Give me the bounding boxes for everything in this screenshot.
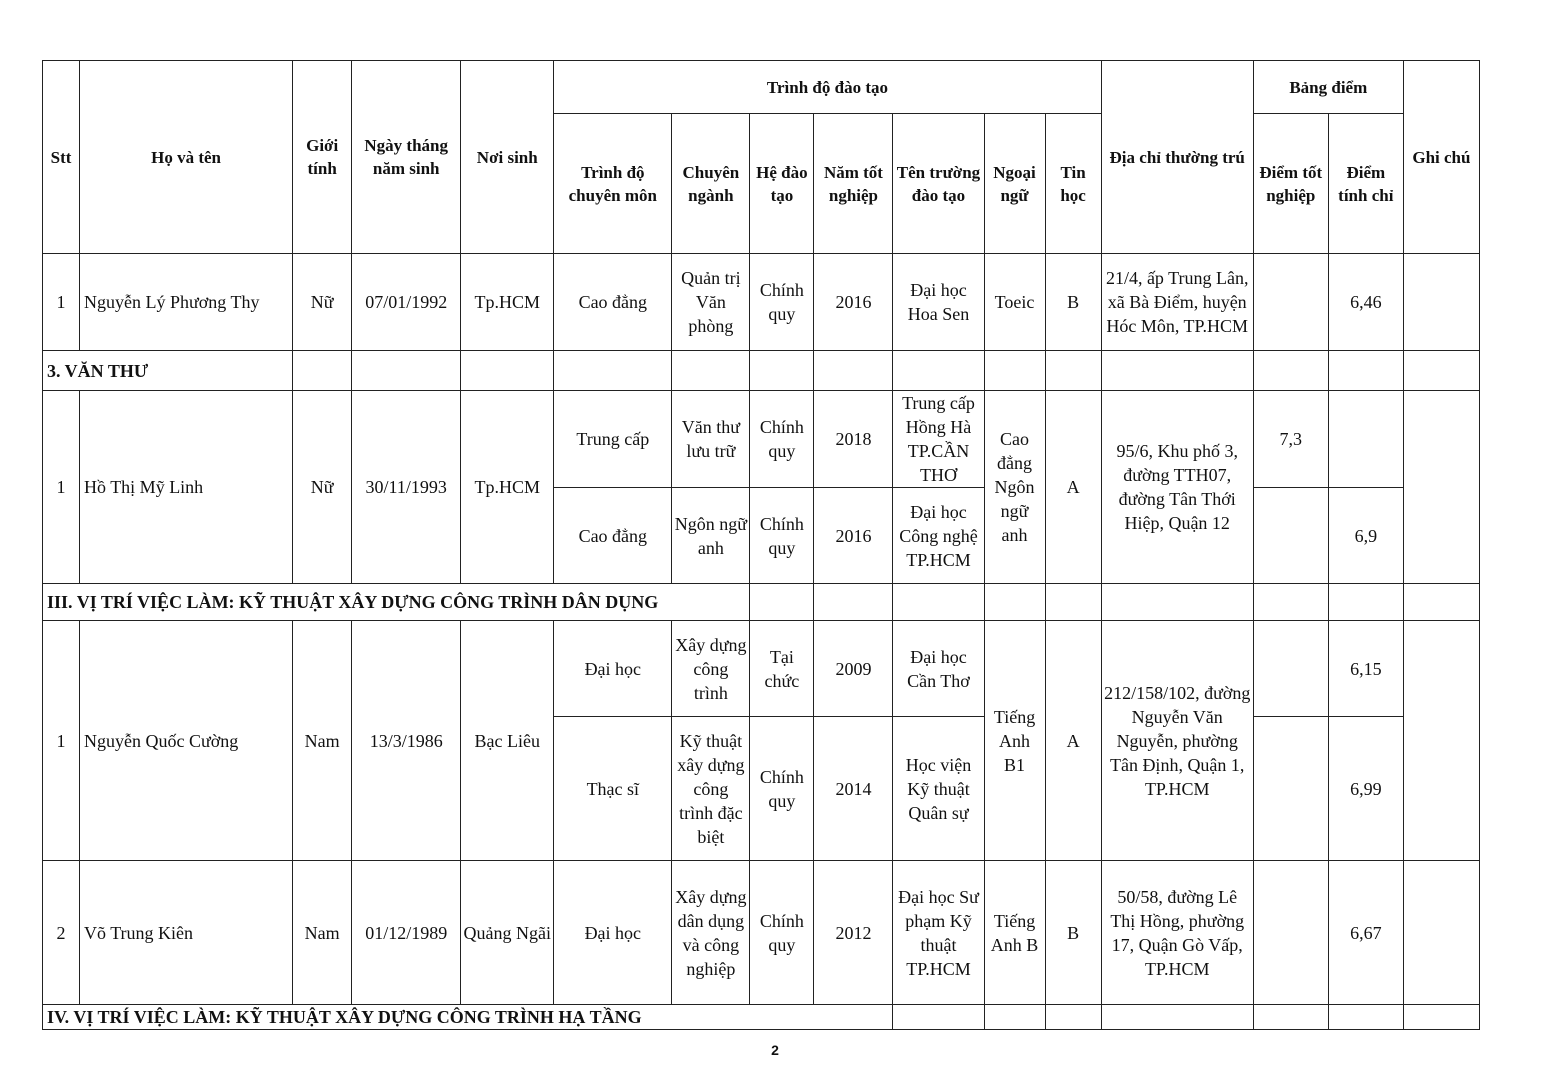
cell-credit-score: 6,67 [1328, 861, 1403, 1005]
cell-level: Cao đẳng [554, 254, 672, 351]
cell-birthplace: Tp.HCM [461, 254, 554, 351]
cell-name: Hồ Thị Mỹ Linh [80, 391, 293, 584]
cell-system: Chính quy [750, 717, 814, 861]
cell-language: Tiếng Anh B1 [984, 621, 1045, 861]
cell-major: Ngôn ngữ anh [672, 488, 750, 584]
cell-level: Cao đẳng [554, 488, 672, 584]
cell-school: Đại học Công nghệ TP.HCM [893, 488, 984, 584]
cell-birthplace: Bạc Liêu [461, 621, 554, 861]
cell-grad-year: 2016 [814, 488, 893, 584]
cell-grad-year: 2014 [814, 717, 893, 861]
cell-stt: 1 [43, 391, 80, 584]
col-group-training: Trình độ đào tạo [554, 61, 1101, 114]
candidate-table [42, 60, 1480, 1030]
cell-credit-score: 6,46 [1328, 254, 1403, 351]
cell-note [1403, 621, 1479, 861]
section-title-xd-ha-tang: IV. VỊ TRÍ VIỆC LÀM: KỸ THUẬT XÂY DỰNG CÔNG TRÌNH HẠ TẦNG [43, 1005, 893, 1030]
cell-grad-year: 2009 [814, 621, 893, 717]
cell-dob: 30/11/1993 [352, 391, 461, 584]
cell-school: Trung cấp Hồng Hà TP.CẦN THƠ [893, 391, 984, 488]
cell-it: B [1045, 254, 1101, 351]
cell-school: Đại học Sư phạm Kỹ thuật TP.HCM [893, 861, 984, 1005]
cell-school: Đại học Hoa Sen [893, 254, 984, 351]
cell-stt: 1 [43, 254, 80, 351]
col-header-dob: Ngày tháng năm sinh [352, 61, 461, 254]
table-row [43, 391, 1480, 488]
col-group-scores: Bảng điểm [1253, 61, 1403, 114]
col-header-language: Ngoại ngữ [984, 114, 1045, 254]
col-header-address: Địa chỉ thường trú [1101, 61, 1253, 254]
cell-system: Chính quy [750, 254, 814, 351]
cell-gender: Nam [293, 621, 352, 861]
cell-system: Chính quy [750, 391, 814, 488]
cell-credit-score: 6,99 [1328, 717, 1403, 861]
col-header-stt: Stt [43, 61, 80, 254]
cell-level: Đại học [554, 861, 672, 1005]
cell-gender: Nam [293, 861, 352, 1005]
cell-birthplace: Quảng Ngãi [461, 861, 554, 1005]
table-row [43, 861, 1480, 1005]
col-header-major: Chuyên ngành [672, 114, 750, 254]
cell-system: Tại chức [750, 621, 814, 717]
cell-grad-year: 2018 [814, 391, 893, 488]
cell-stt: 2 [43, 861, 80, 1005]
cell-note [1403, 391, 1479, 584]
section-row [43, 584, 1480, 621]
cell-grad-score: 7,3 [1253, 391, 1328, 488]
col-header-credit-score: Điểm tính chỉ [1328, 114, 1403, 254]
cell-language: Cao đẳng Ngôn ngữ anh [984, 391, 1045, 584]
cell-grad-score [1253, 861, 1328, 1005]
col-header-school: Tên trường đào tạo [893, 114, 984, 254]
cell-grad-score [1253, 621, 1328, 717]
cell-stt: 1 [43, 621, 80, 861]
cell-grad-year: 2016 [814, 254, 893, 351]
cell-major: Văn thư lưu trữ [672, 391, 750, 488]
cell-grad-score [1253, 488, 1328, 584]
cell-school: Học viện Kỹ thuật Quân sự [893, 717, 984, 861]
cell-name: Nguyễn Lý Phương Thy [80, 254, 293, 351]
cell-grad-score [1253, 254, 1328, 351]
section-title-xd-dan-dung: III. VỊ TRÍ VIỆC LÀM: KỸ THUẬT XÂY DỰNG CÔNG TRÌNH DÂN DỤNG [43, 584, 750, 621]
col-header-it: Tin học [1045, 114, 1101, 254]
cell-credit-score [1328, 391, 1403, 488]
cell-school: Đại học Cần Thơ [893, 621, 984, 717]
cell-gender: Nữ [293, 254, 352, 351]
cell-gender: Nữ [293, 391, 352, 584]
header-row-1 [43, 61, 1480, 114]
col-header-note: Ghi chú [1403, 61, 1479, 254]
cell-it: A [1045, 391, 1101, 584]
cell-it: B [1045, 861, 1101, 1005]
cell-major: Quản trị Văn phòng [672, 254, 750, 351]
cell-system: Chính quy [750, 861, 814, 1005]
col-header-level: Trình độ chuyên môn [554, 114, 672, 254]
section-row [43, 351, 1480, 391]
cell-major: Kỹ thuật xây dựng công trình đặc biệt [672, 717, 750, 861]
cell-level: Trung cấp [554, 391, 672, 488]
cell-grad-score [1253, 717, 1328, 861]
cell-address: 212/158/102, đường Nguyễn Văn Nguyễn, phường Tân Định, Quận 1, TP.HCM [1101, 621, 1253, 861]
col-header-grad-year: Năm tốt nghiệp [814, 114, 893, 254]
col-header-birthplace: Nơi sinh [461, 61, 554, 254]
col-header-name: Họ và tên [80, 61, 293, 254]
cell-address: 21/4, ấp Trung Lân, xã Bà Điểm, huyện Hóc Môn, TP.HCM [1101, 254, 1253, 351]
cell-it: A [1045, 621, 1101, 861]
section-title-van-thu: 3. VĂN THƯ [43, 351, 293, 391]
cell-language: Toeic [984, 254, 1045, 351]
cell-credit-score: 6,9 [1328, 488, 1403, 584]
cell-major: Xây dựng công trình [672, 621, 750, 717]
cell-dob: 07/01/1992 [352, 254, 461, 351]
cell-birthplace: Tp.HCM [461, 391, 554, 584]
table-row [43, 621, 1480, 717]
col-header-gender: Giới tính [293, 61, 352, 254]
cell-credit-score: 6,15 [1328, 621, 1403, 717]
cell-major: Xây dựng dân dụng và công nghiệp [672, 861, 750, 1005]
cell-address: 95/6, Khu phố 3, đường TTH07, đường Tân Thới Hiệp, Quận 12 [1101, 391, 1253, 584]
cell-name: Nguyễn Quốc Cường [80, 621, 293, 861]
cell-address: 50/58, đường Lê Thị Hồng, phường 17, Quận Gò Vấp, TP.HCM [1101, 861, 1253, 1005]
cell-grad-year: 2012 [814, 861, 893, 1005]
cell-system: Chính quy [750, 488, 814, 584]
cell-language: Tiếng Anh B [984, 861, 1045, 1005]
cell-dob: 13/3/1986 [352, 621, 461, 861]
cell-level: Thạc sĩ [554, 717, 672, 861]
col-header-grad-score: Điểm tốt nghiệp [1253, 114, 1328, 254]
cell-dob: 01/12/1989 [352, 861, 461, 1005]
cell-name: Võ Trung Kiên [80, 861, 293, 1005]
page-number: 2 [771, 1042, 779, 1058]
table-row [43, 254, 1480, 351]
cell-note [1403, 861, 1479, 1005]
section-row [43, 1005, 1480, 1030]
cell-level: Đại học [554, 621, 672, 717]
col-header-system: Hệ đào tạo [750, 114, 814, 254]
cell-note [1403, 254, 1479, 351]
